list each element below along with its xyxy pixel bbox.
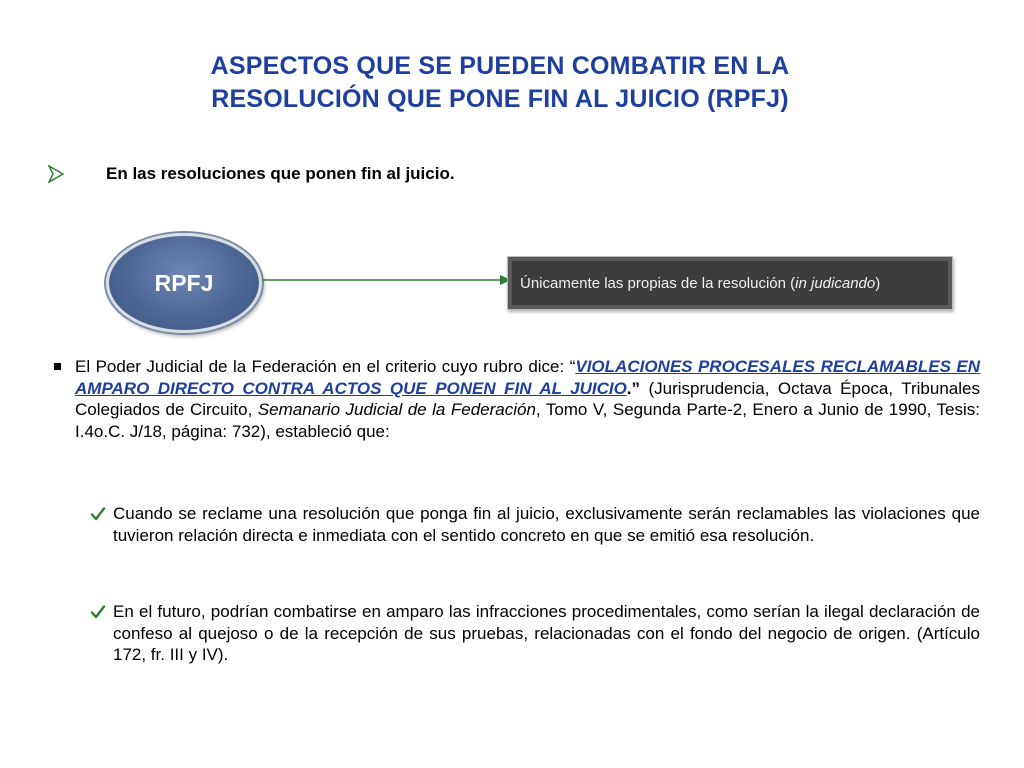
rpfj-oval-label: RPFJ (154, 269, 214, 296)
check-icon (90, 604, 106, 620)
check-icon (90, 506, 106, 522)
connector-arrow (262, 272, 512, 288)
slide-title (60, 50, 940, 116)
result-box-text: Únicamente las propias de la resolución (in judicando) (520, 274, 881, 292)
slide-title-line-1: ASPECTOS QUE SE PUEDEN COMBATIR EN LA (210, 52, 790, 80)
square-bullet-icon (54, 363, 61, 370)
slide-title-line-2: RESOLUCIÓN QUE PONE FIN AL JUICIO (RPFJ) (211, 85, 789, 113)
check-item-1-text: Cuando se reclame una resolución que ponga fin al juicio, exclusivamente serán reclamables las violaciones que tuvieron relación directa e inmediata con el sentido concreto en que se emitió esa resolución. (113, 504, 980, 545)
main-paragraph (54, 356, 980, 442)
rubro-text: VIOLACIONES PROCESALES RECLAMABLES EN AMPARO DIRECTO CONTRA ACTOS QUE PONEN FIN AL JUICIO (75, 357, 981, 398)
result-box (507, 256, 953, 310)
arrow-right-icon (48, 165, 64, 183)
check-item-2 (90, 601, 980, 666)
check-item-1 (90, 503, 980, 546)
main-paragraph-text: El Poder Judicial de la Federación en el criterio cuyo rubro dice: “VIOLACIONES PROCESALES RECLAMABLES EN AMPARO DIRECTO CONTRA ACTOS QUE PONEN FIN AL JUICIO.” (Jurisprudencia, Octava Época, Tribunales Colegiados de Circuito, Semanario Judicial de la Federación, Tomo V, Segunda Parte-2, Enero a Junio de 1990, Tesis: I.4o.C. J/18, página: 732), estableció que: (75, 357, 981, 441)
bullet-heading-text: En las resoluciones que ponen fin al juicio. (106, 164, 455, 183)
bullet-heading (48, 164, 455, 184)
rpfj-oval (106, 233, 262, 333)
check-item-2-text: En el futuro, podrían combatirse en amparo las infracciones procedimentales, como serían la ilegal declaración de confeso al quejoso o de la recepción de sus pruebas, relacionadas con el fondo del negocio de origen. (Artículo 172, fr. III y IV). (113, 602, 980, 664)
